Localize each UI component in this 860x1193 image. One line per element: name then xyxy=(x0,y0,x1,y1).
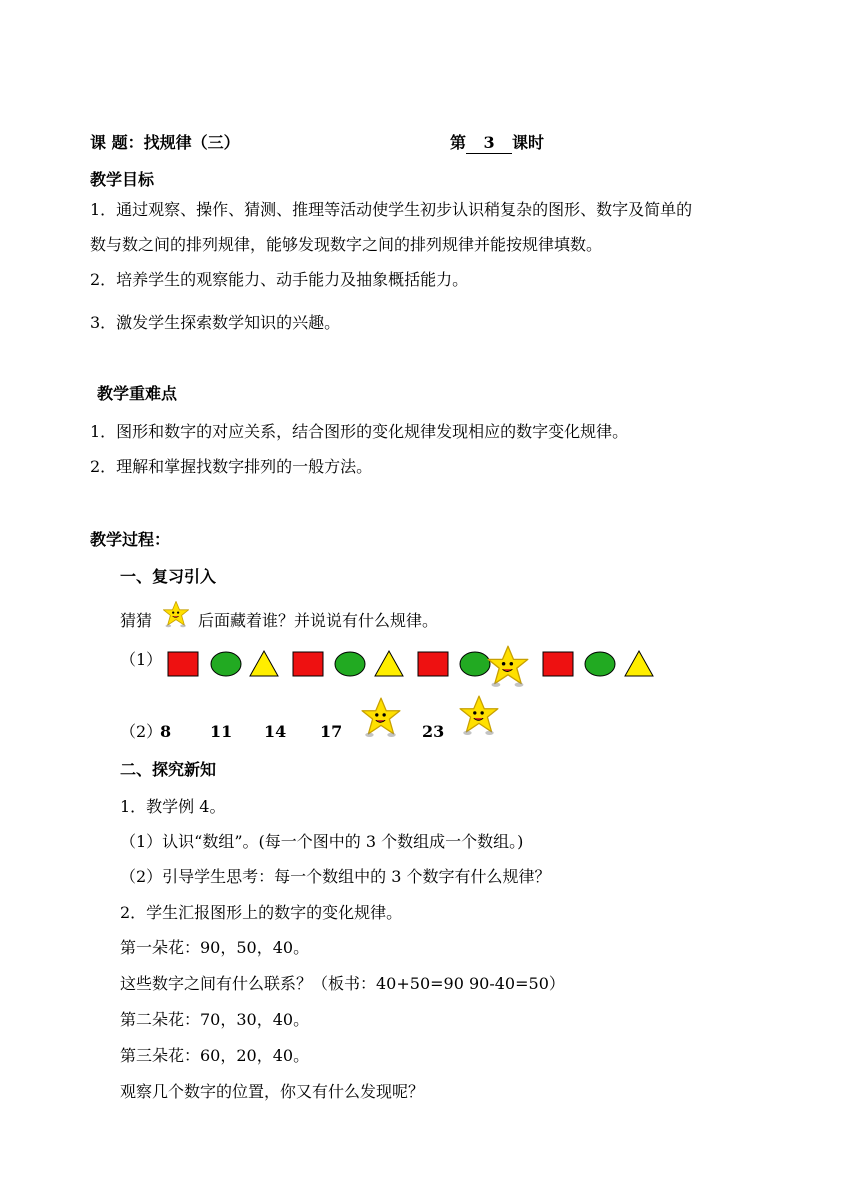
star-icon xyxy=(162,600,190,628)
sequence-number: 8 xyxy=(160,722,172,741)
flower-3: 第三朵花：60，20，40。 xyxy=(120,1046,310,1065)
relation-question: 这些数字之间有什么联系？（板书：40+50=90 90-40=50） xyxy=(120,974,565,993)
course-label: 课 题：找规律（三） xyxy=(90,133,240,152)
objectives-title: 教学目标 xyxy=(90,170,155,189)
period-number: 3 xyxy=(466,133,512,154)
key-point-2: 2．理解和掌握找数字排列的一般方法。 xyxy=(90,457,373,476)
shape-sequence xyxy=(160,640,670,692)
section-2-item-2: 2．学生汇报图形上的数字的变化规律。 xyxy=(120,903,403,922)
section-2-title: 二、探究新知 xyxy=(120,760,217,779)
star-icon xyxy=(360,696,402,738)
key-point-1: 1．图形和数字的对应关系，结合图形的变化规律发现相应的数字变化规律。 xyxy=(90,422,629,441)
section-2-item-1: 1．教学例 4。 xyxy=(120,797,226,816)
process-title: 教学过程： xyxy=(90,530,171,549)
guess-prompt xyxy=(120,611,152,631)
guess-prefix: 猜猜 xyxy=(120,611,153,630)
period-suffix: 课时 xyxy=(512,133,545,152)
shape-square xyxy=(418,652,448,676)
observe-question: 观察几个数字的位置，你又有什么发现呢？ xyxy=(120,1082,425,1101)
shape-circle xyxy=(460,652,490,676)
section-2-sub-1: （1）认识“数组”。(每一个图中的 3 个数组成一个数组。) xyxy=(120,832,524,851)
shape-square xyxy=(543,652,573,676)
sequence-number: 23 xyxy=(422,722,445,741)
shape-triangle xyxy=(375,651,403,676)
objective-2: 2．培养学生的观察能力、动手能力及抽象概括能力。 xyxy=(90,270,469,289)
row-1-label: （1） xyxy=(120,650,163,669)
shape-circle xyxy=(335,652,365,676)
course-title xyxy=(90,133,240,153)
objective-3: 3．激发学生探索数学知识的兴趣。 xyxy=(90,313,341,332)
objective-1-line-2: 数与数之间的排列规律，能够发现数字之间的排列规律并能按规律填数。 xyxy=(90,235,603,254)
shape-square xyxy=(168,652,198,676)
objective-1-line-1: 1．通过观察、操作、猜测、推理等活动使学生初步认识稍复杂的图形、数字及简单的 xyxy=(90,200,693,219)
key-points-title: 教学重难点 xyxy=(97,384,178,403)
shape-triangle xyxy=(625,651,653,676)
shape-circle xyxy=(211,652,241,676)
flower-2: 第二朵花：70，30，40。 xyxy=(120,1010,310,1029)
star-icon xyxy=(458,694,500,736)
star-icon xyxy=(488,646,528,687)
section-1-title: 一、复习引入 xyxy=(120,567,217,586)
shape-circle xyxy=(585,652,615,676)
period-prefix: 第 xyxy=(450,133,467,152)
sequence-number: 11 xyxy=(210,722,233,741)
shape-triangle xyxy=(250,651,278,676)
row-2-label: （2） xyxy=(120,722,163,741)
flower-1: 第一朵花：90，50，40。 xyxy=(120,938,310,957)
sequence-number: 14 xyxy=(264,722,287,741)
shape-square xyxy=(293,652,323,676)
section-2-sub-2: （2）引导学生思考：每一个数组中的 3 个数字有什么规律？ xyxy=(120,867,551,886)
period-info xyxy=(450,133,544,154)
sequence-number: 17 xyxy=(320,722,343,741)
guess-suffix: 后面藏着谁？并说说有什么规律。 xyxy=(198,611,439,630)
